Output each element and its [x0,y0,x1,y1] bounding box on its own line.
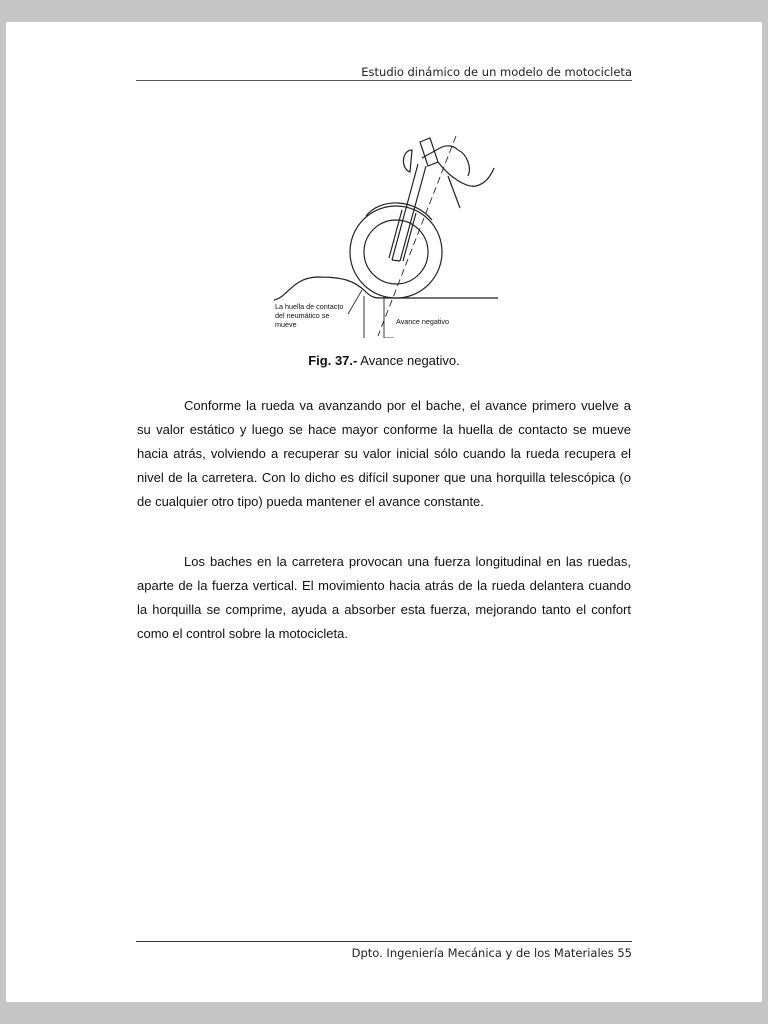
figure-caption [136,353,632,368]
page-header [136,22,632,81]
label-contact-line2: del neumático se [275,311,330,320]
caption-number: Fig. 37.- [308,353,358,368]
label-negative-trail: Avance negativo [396,317,450,326]
document-page [6,22,762,1002]
header-title: Estudio dinámico de un modelo de motocicleta [361,65,632,79]
label-contact-line1: La huella de contacto [275,302,344,311]
page-footer [136,941,632,960]
footer-text: Dpto. Ingeniería Mecánica y de los Materiales 55 [351,946,632,960]
fork-tube [392,164,418,260]
road-bump [274,277,382,300]
label-contact-line3: mueve [275,320,297,329]
paragraph-2: Los baches en la carretera provocan una fuerza longitudinal en las ruedas, aparte de la fuerza vertical. El movimiento hacia atrás de la rueda delantera cuando la horquilla se comprime, ayuda a absorber esta fuerza, mejorando tanto el confort como el control sobre la motocicleta. [137,554,631,641]
paragraph-1: Conforme la rueda va avanzando por el bache, el avance primero vuelve a su valor estático y luego se hace mayor conforme la huella de contacto se mueve hacia atrás, volviendo a recuperar su valor inicial sólo cuando la rueda recupera el nivel de la carretera. Con lo dicho es difícil suponer que una horquilla telescópica (o de cualquier otro tipo) pueda mantener el avance constante. [137,398,631,509]
handlebar [422,146,458,158]
front-rim [364,220,428,284]
motorcycle-diagram [262,128,502,338]
caption-text: Avance negativo. [357,353,460,368]
headlight [403,150,412,172]
figure-motorcycle-negative-trail [262,128,502,338]
